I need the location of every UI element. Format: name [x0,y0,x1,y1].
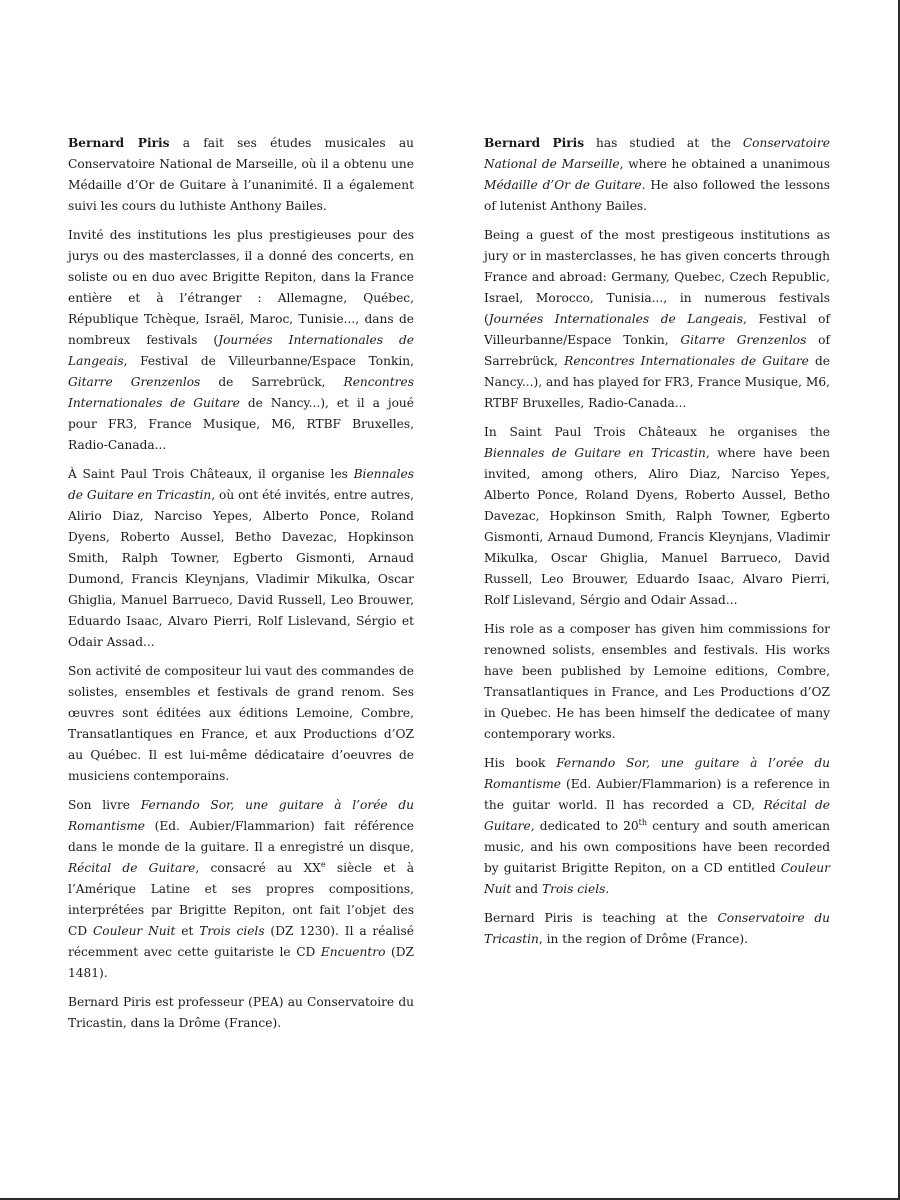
en-paragraph-1: Bernard Piris has studied at the Conservatoire National de Marseille, where he obtained a unanimous Médaille d’Or de Guitare. He also followed the lessons of lutenist Anthony Bailes. [484,136,830,213]
french-text-column [68,133,414,1042]
en-paragraph-2: Being a guest of the most prestigeous institutions as jury or in masterclasses, he has given concerts through France and abroad: Germany, Quebec, Czech Republic, Israel, Morocco, Tunisia..., in numerous festivals (Journées Internationales de Langeais, Festival of Villeurbanne/Espace Tonkin, Gitarre Grenzenlos of Sarrebrück, Rencontres Internationales de Guitare de Nancy...), and has played for FR3, France Musique, M6, RTBF Bruxelles, Radio-Canada... [484,228,830,410]
en-paragraph-5: His book Fernando Sor, une guitare à l’orée du Romantisme (Ed. Aubier/Flammarion) is a reference in the guitar world. Il has recorded a CD, Récital de Guitare, dedicated to 20th century and south american music, and his own compositions have been recorded by guitarist Brigitte Repiton, on a CD entitled Couleur Nuit and Trois ciels. [484,756,831,896]
fr-paragraph-3: À Saint Paul Trois Châteaux, il organise les Biennales de Guitare en Tricastin, où ont été invités, entre autres, Alirio Diaz, Narciso Yepes, Alberto Ponce, Roland Dyens, Roberto Aussel, Betho Davezac, Hopkinson Smith, Ralph Towner, Egberto Gismonti, Arnaud Dumond, Francis Kleynjans, Vladimir Mikulka, Oscar Ghiglia, Manuel Barrueco, David Russell, Leo Brouwer, Eduardo Isaac, Alvaro Pierri, Rolf Lislevand, Sérgio et Odair Assad... [68,467,414,649]
en-paragraph-4: His role as a composer has given him commissions for renowned solists, ensembles and festivals. His works have been published by Lemoine editions, Combre, Transatlantiques in France, and Les Productions d’OZ in Quebec. He has been himself the dedicatee of many contemporary works. [484,622,830,741]
fr-paragraph-4: Son activité de compositeur lui vaut des commandes de solistes, ensembles et festivals de grand renom. Ses œuvres sont éditées aux éditions Lemoine, Combre, Transatlantiques en France, et aux Productions d’OZ au Québec. Il est lui-même dédicataire d’oeuvres de musiciens contemporains. [68,664,414,783]
fr-paragraph-1: Bernard Piris a fait ses études musicales au Conservatoire National de Marseille, où il a obtenu une Médaille d’Or de Guitare à l’unanimité. Il a également suivi les cours du luthiste Anthony Bailes. [68,136,414,213]
fr-paragraph-2: Invité des institutions les plus prestigieuses pour des jurys ou des masterclasses, il a donné des concerts, en soliste ou en duo avec Brigitte Repiton, dans la France entière et à l’étranger : Allemagne, Québec, République Tchèque, Israël, Maroc, Tunisie..., dans de nombreux festivals (Journées Internationales de Langeais, Festival de Villeurbanne/Espace Tonkin, Gitarre Grenzenlos de Sarrebrück, Rencontres Internationales de Guitare de Nancy...), et il a joué pour FR3, France Musique, M6, RTBF Bruxelles, Radio-Canada... [68,228,414,452]
fr-paragraph-5: Son livre Fernando Sor, une guitare à l’orée du Romantisme (Ed. Aubier/Flammarion) fait référence dans le monde de la guitare. Il a enregistré un disque, Récital de Guitare, consacré au XXe siècle et à l’Amérique Latine et ses propres compositions, interprétées par Brigitte Repiton, ont fait l’objet des CD Couleur Nuit et Trois ciels (DZ 1230). Il a réalisé récemment avec cette guitariste le CD Encuentro (DZ 1481). [68,798,415,980]
en-paragraph-3: In Saint Paul Trois Châteaux he organises the Biennales de Guitare en Tricastin, where have been invited, among others, Aliro Diaz, Narciso Yepes, Alberto Ponce, Roland Dyens, Roberto Aussel, Betho Davezac, Hopkinson Smith, Ralph Towner, Egberto Gismonti, Arnaud Dumond, Francis Kleynjans, Vladimir Mikulka, Oscar Ghiglia, Manuel Barrueco, David Russell, Leo Brouwer, Eduardo Isaac, Alvaro Pierri, Rolf Lislevand, Sérgio and Odair Assad... [484,425,830,607]
fr-paragraph-6: Bernard Piris est professeur (PEA) au Conservatoire du Tricastin, dans la Drôme (France). [68,995,414,1030]
fr-author-name: Bernard Piris [68,136,170,150]
en-paragraph-6: Bernard Piris is teaching at the Conservatoire du Tricastin, in the region of Drôme (France). [484,911,831,946]
en-author-name: Bernard Piris [484,136,585,150]
english-text-column [484,133,830,958]
